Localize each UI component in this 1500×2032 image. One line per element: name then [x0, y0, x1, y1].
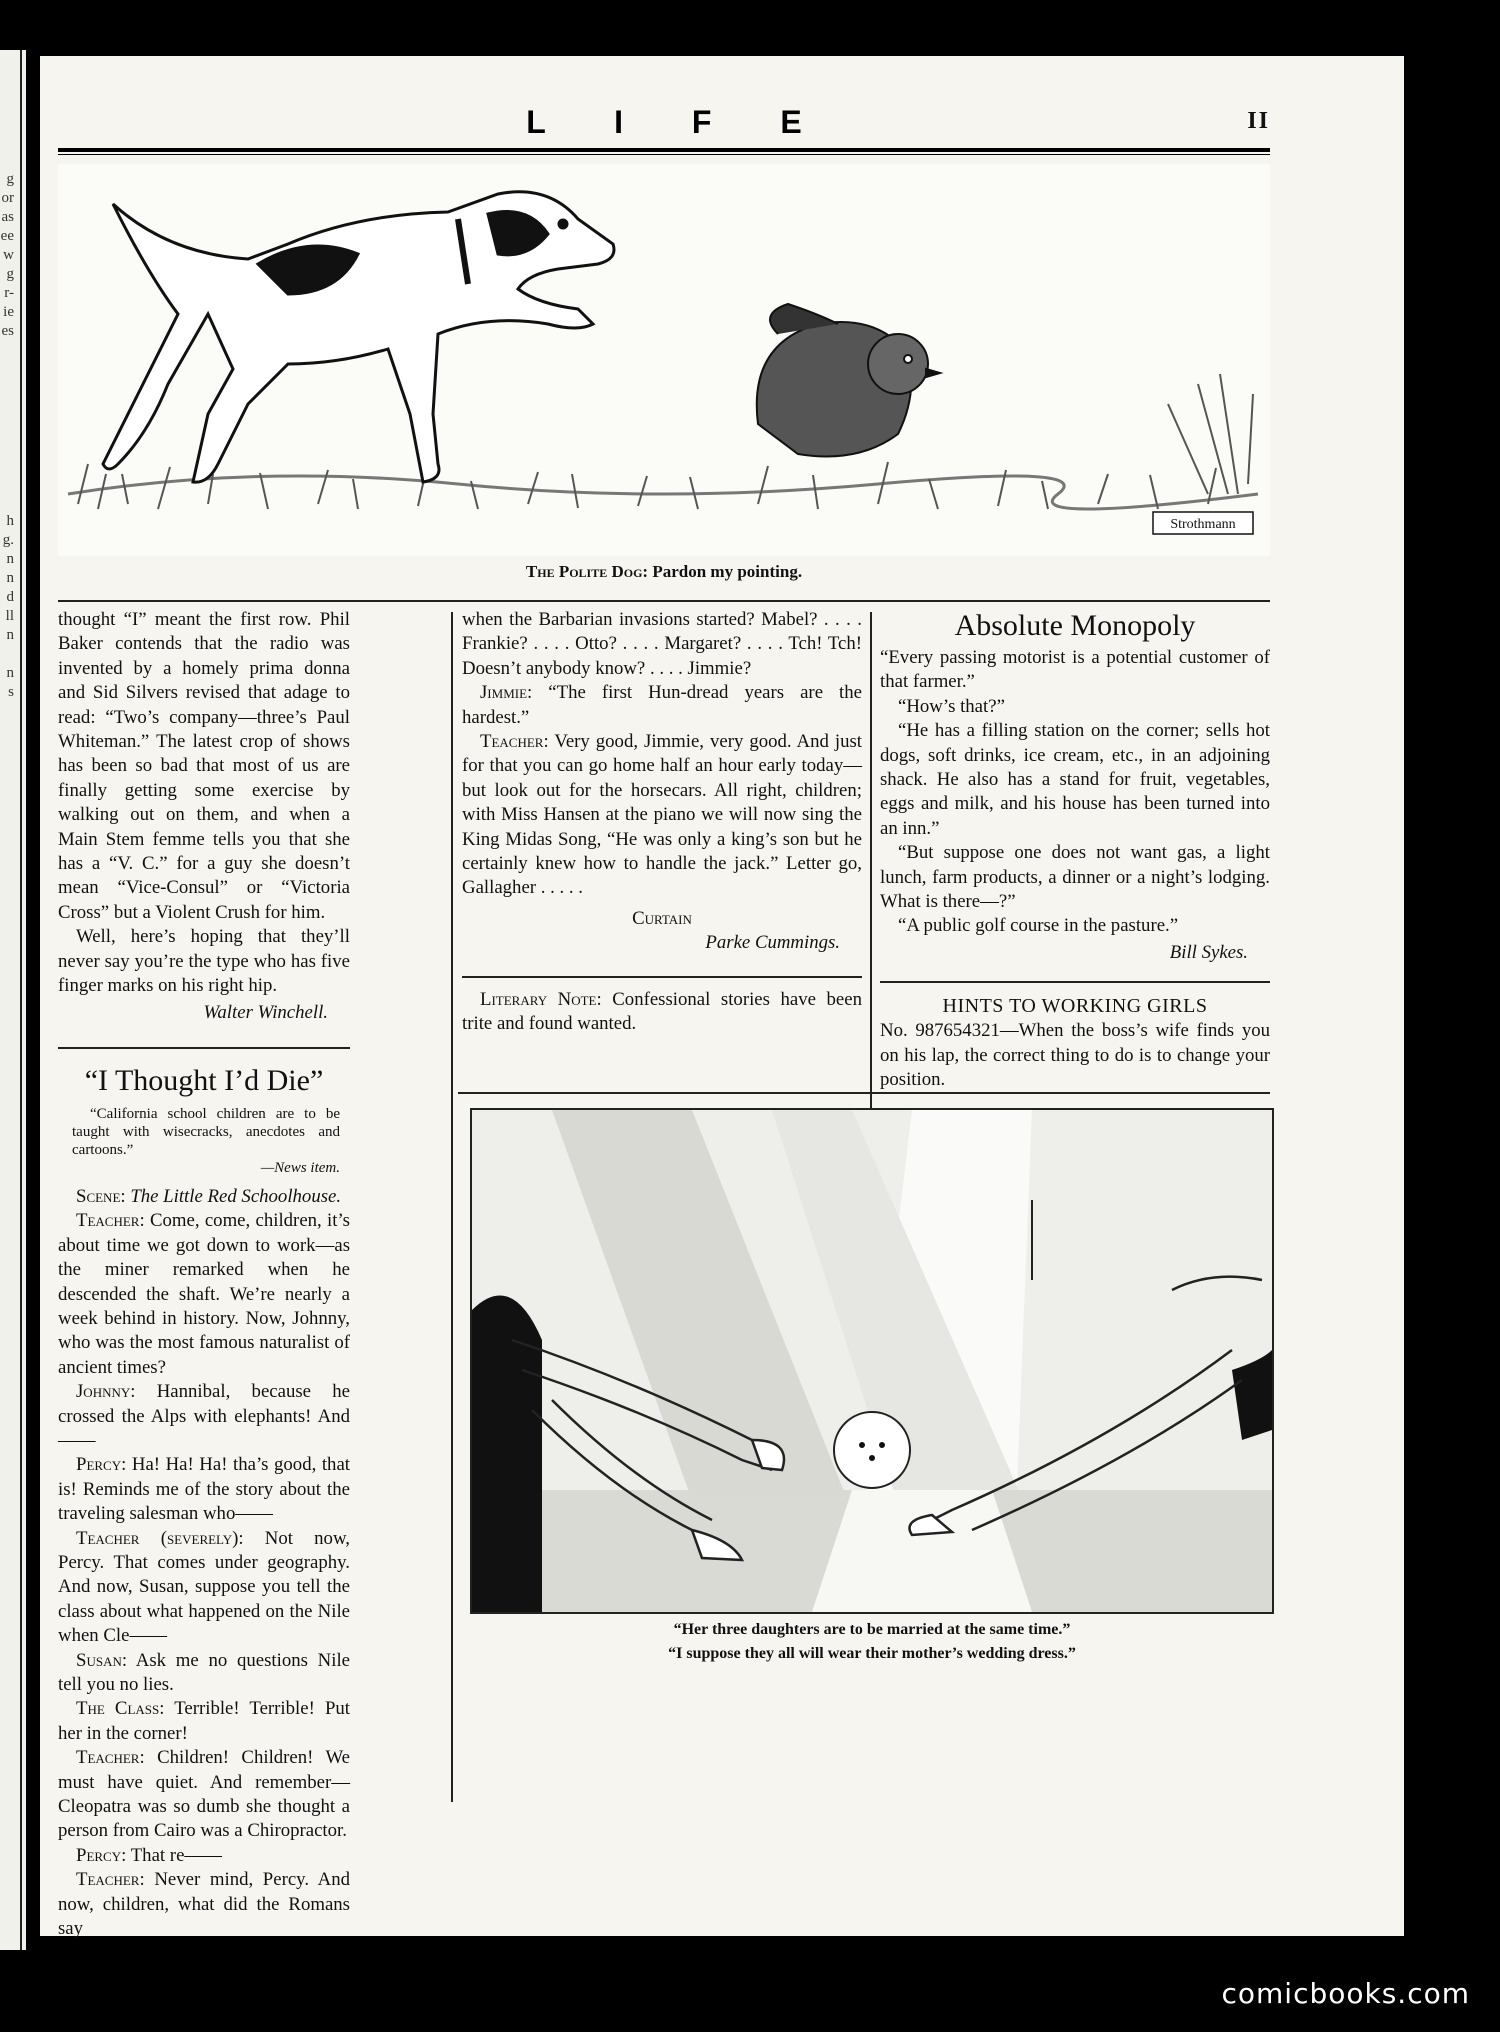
dialogue-line: [58, 1844, 350, 1868]
speaker-label: Teacher:: [76, 1869, 145, 1891]
monopoly-paragraph: “Every passing motorist is a potential customer of that farmer.”: [880, 647, 1270, 693]
winchell-paragraph-2: Well, here’s hoping that they’ll never say you’re the type who has five finger marks on his right hip.: [58, 926, 350, 997]
dialogue-text: Ask me no questions Nile tell you no lies.: [58, 1649, 350, 1696]
polite-dog-caption: [58, 562, 1270, 582]
dialogue-text: “The first Hun-dread years are the hardest.”: [462, 682, 862, 728]
dialogue-text: Ha! Ha! Ha! tha’s good, that is! Reminds me of the story about the traveling salesman who——: [58, 1454, 350, 1525]
die-epigraph: “California school children are to be taught with wisecracks, anecdotes and cartoons.”: [72, 1105, 340, 1158]
masthead: L I F E: [526, 104, 832, 140]
scene-label: Scene:: [76, 1185, 126, 1207]
dialogue-line: [58, 1746, 350, 1844]
speaker-label: Teacher:: [76, 1747, 145, 1769]
column-3-divider: [880, 981, 1270, 983]
small-dog-drawing: [834, 1412, 910, 1488]
divider-under-caption: [58, 600, 1270, 602]
dialogue-text: That re——: [126, 1844, 222, 1866]
column-2-opening: when the Barbarian invasions started? Mabel? . . . . Frankie? . . . . Otto? . . . . Margaret? . . . . Tch! Tch! Doesn’t anybody know? . . . . Jimmie?: [462, 609, 862, 679]
curtain-label: Curtain: [632, 907, 692, 929]
divider-above-cartoon: [458, 1092, 1270, 1094]
speaker-label: Susan:: [76, 1649, 128, 1671]
dialogue-line: [58, 1380, 350, 1453]
speaker-label: Teacher (severely):: [76, 1527, 244, 1549]
dialogue-line: [58, 1527, 350, 1649]
dialogue-line: [462, 730, 862, 901]
dialogue-text: Come, come, children, it’s about time we got down to work—as the miner remarked when he descended the shaft. We’re nearly a week behind in history. Now, Johnny, who was the most famous naturalist of ancient times?: [58, 1210, 350, 1378]
header-rule-thin: [58, 154, 1270, 155]
caption-lead: The Polite Dog:: [525, 562, 649, 581]
literary-note-text: Confessional stories have been trite and found wanted.: [462, 988, 862, 1035]
column-1: [58, 608, 350, 1942]
page-header: [58, 104, 1270, 154]
die-title: “I Thought I’d Die”: [84, 1063, 324, 1097]
winchell-paragraph-1: thought “I” meant the first row. Phil Baker contends that the radio was invented by a homely prima donna and Sid Silvers revised that adage to read: “Two’s company—three’s Paul Whiteman.” The latest crop of shows has been so bad that most of us are finally getting some exercise by walking out on them, and when a Main Stem femme tells you that she has a “V. C.” for a guy she doesn’t mean “Vice-Consul” or “Victoria Cross” but a Violent Crush for him.: [58, 609, 350, 923]
dialogue-text: Terrible! Terrible! Put her in the corner!: [58, 1698, 351, 1744]
wedding-dress-cartoon: [470, 1108, 1274, 1614]
literary-note: [462, 988, 862, 1037]
wedding-caption-line-2: “I suppose they all will wear their mother’s wedding dress.”: [668, 1645, 1076, 1662]
monopoly-paragraph: “A public golf course in the pasture.”: [898, 915, 1179, 937]
speaker-label: Percy:: [76, 1844, 127, 1866]
column-2: [462, 608, 862, 1037]
dialogue-line: [58, 1649, 350, 1698]
speaker-label: The Class:: [76, 1698, 165, 1720]
dialogue-line: [58, 1868, 350, 1941]
dialogue-line: [58, 1697, 350, 1746]
speaker-label: Percy:: [76, 1454, 127, 1476]
column-1-divider: [58, 1047, 350, 1049]
magazine-page: [40, 56, 1404, 1940]
monopoly-title: Absolute Monopoly: [954, 609, 1196, 642]
site-watermark: comicbooks.com: [1221, 1977, 1470, 2010]
speaker-label: Johnny:: [76, 1381, 136, 1403]
dialogue-text: Children! Children! We must have quiet. And remember—Cleopatra was so dumb she thought a person from Cairo was a Chiropractor.: [58, 1747, 350, 1842]
dialogue-text: Hannibal, because he crossed the Alps with elephants! And——: [58, 1381, 350, 1451]
monopoly-paragraph: “How’s that?”: [898, 695, 1005, 717]
monopoly-paragraph: “But suppose one does not want gas, a light lunch, farm products, a dinner or a night’s lodging. What is there—?”: [880, 842, 1270, 913]
sykes-signature: Bill Sykes.: [1169, 941, 1248, 963]
dialogue-text: Very good, Jimmie, very good. And just for that you can go home half an hour early today—but look out for the horsecars. All right, children; with Miss Hansen at the piano we will now sing the King Midas Song, “He was only a king’s son but he certainly knew how to handle the jack.” Letter go, Gallagher . . . . .: [462, 731, 862, 899]
winchell-signature: Walter Winchell.: [203, 1001, 328, 1023]
column-rule-1: [451, 612, 453, 1802]
illustrator-signature: Strothmann: [1170, 517, 1236, 532]
header-rule-thick: [58, 148, 1270, 152]
column-rule-2: [870, 612, 872, 1120]
gutter-line: [20, 50, 22, 1950]
wedding-caption-line-1: “Her three daughters are to be married at the same time.”: [673, 1621, 1071, 1638]
dialogue-text: Never mind, Percy. And now, children, what did the Romans say: [58, 1869, 350, 1940]
dialogue-line: [58, 1453, 350, 1526]
page-number: II: [1247, 108, 1270, 134]
facing-page-edge: [0, 50, 26, 1950]
literary-note-label: Literary Note:: [480, 988, 602, 1010]
speaker-label: Jimmie:: [480, 682, 533, 704]
hints-text: No. 987654321—When the boss’s wife finds you on his lap, the correct thing to do is to change your position.: [880, 1020, 1270, 1091]
scene-value: The Little Red Schoolhouse.: [130, 1185, 342, 1207]
speaker-label: Teacher:: [480, 731, 549, 753]
speaker-label: Teacher:: [76, 1210, 145, 1232]
wedding-caption: [470, 1618, 1274, 1666]
column-2-divider: [462, 976, 862, 978]
caption-rest: Pardon my pointing.: [648, 562, 803, 581]
facing-page-fragments: g or as ee w g r- ie es h g. n n d ll n n s: [0, 171, 14, 700]
dialogue-text: Not now, Percy. That comes under geography. And now, Susan, suppose you tell the class about what happened on the Nile when Cle——: [58, 1527, 350, 1647]
hints-title: HINTS TO WORKING GIRLS: [942, 995, 1208, 1018]
die-epigraph-source: —News item.: [260, 1159, 340, 1176]
monopoly-paragraph: “He has a filling station on the corner; sells hot dogs, soft drinks, ice cream, etc., in an adjoining shack. He also has a stand for fruit, vegetables, eggs and milk, and his house has been turned into an inn.”: [880, 720, 1270, 839]
dialogue-line: [58, 1209, 350, 1380]
dialogue-line: [462, 681, 862, 730]
column-3: [880, 608, 1270, 1093]
cummings-signature: Parke Cummings.: [705, 932, 840, 954]
polite-dog-illustration: [58, 164, 1270, 556]
